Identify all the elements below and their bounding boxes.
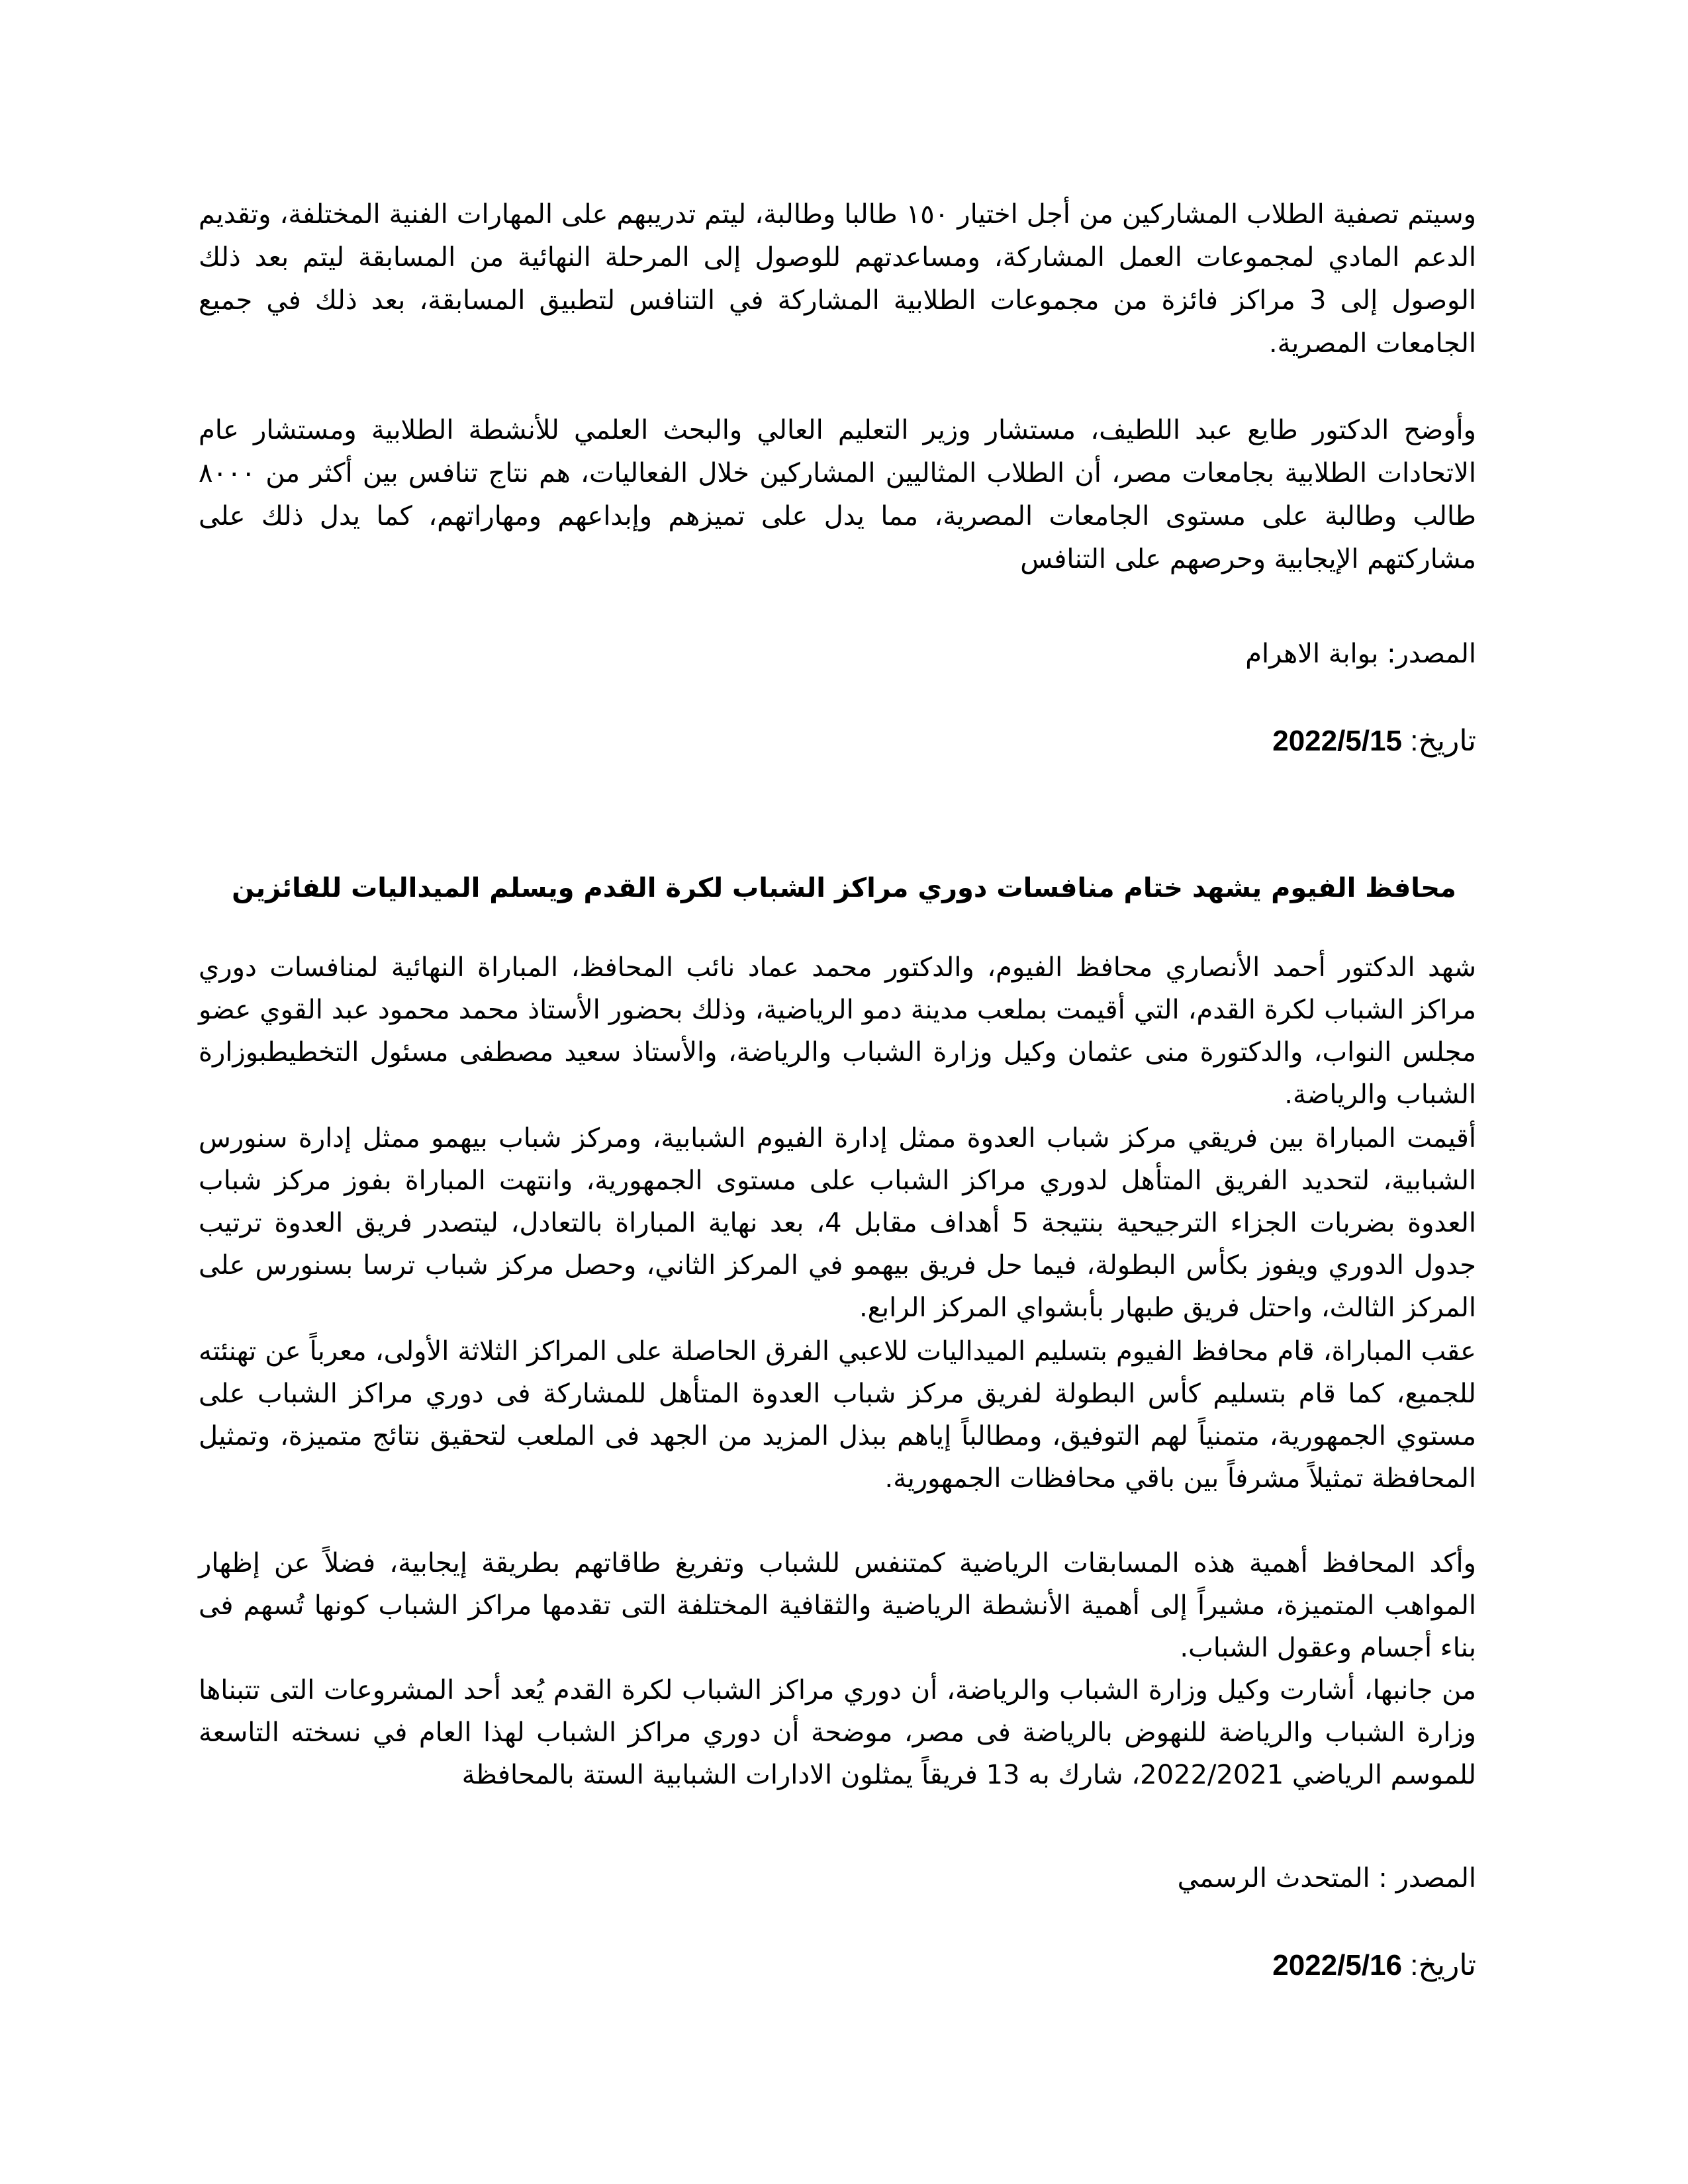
section2-paragraph3: عقب المباراة، قام محافظ الفيوم بتسليم الميداليات للاعبي الفرق الحاصلة على المراكز الثلاثة الأولى، معرباً عن تهنئته للجميع، كما قام بتسليم كأس البطولة لفريق مركز شباب العدوة المتأهل للمشاركة فى دوري مراكز الشباب على مستوي الجمهورية، متمنياً لهم التوفيق، ومطالباً إياهم ببذل المزيد من الجهد فى الملعب لتحقيق نتائج متميزة، وتمثيل المحافظة تمثيلاً مشرفاً بين باقي محافظات الجمهورية. [199, 1336, 1476, 1494]
section2-date [1272, 1946, 1476, 1985]
section2-date-label: تاريخ: [1410, 1949, 1476, 1981]
section1-source: المصدر: بوابة الاهرام [1245, 639, 1476, 669]
section1-date-value: 2022/5/15 [1272, 725, 1402, 757]
section2-paragraph2: أقيمت المباراة بين فريقي مركز شباب العدوة ممثل إدارة الفيوم الشبابية، ومركز شباب بيهمو ممثل إدارة سنورس الشبابية، لتحديد الفريق المتأهل لدوري مراكز الشباب على مستوى الجمهورية، وانتهت المباراة بفوز مركز شباب العدوة بضربات الجزاء الترجيحية بنتيجة 5 أهداف مقابل 4، بعد نهاية المباراة بالتعادل، ليتصدر فريق العدوة ترتيب جدول الدوري ويفوز بكأس البطولة، فيما حل فريق بيهمو في المركز الثاني، وحصل مركز شباب ترسا بسنورس على المركز الثالث، واحتل فريق طبهار بأبشواي المركز الرابع. [199, 1123, 1476, 1323]
section2-date-value: 2022/5/16 [1272, 1949, 1402, 1981]
section2-paragraph1: شهد الدكتور أحمد الأنصاري محافظ الفيوم، والدكتور محمد عماد نائب المحافظ، المباراة النهائية لمنافسات دوري مراكز الشباب لكرة القدم، التي أقيمت بملعب مدينة دمو الرياضية، وذلك بحضور الأستاذ محمد محمود عبد القوي عضو مجلس النواب، والدكتورة منى عثمان وكيل وزارة الشباب والرياضة، والأستاذ سعيد مصطفى مسئول التخطيطبوزارة الشباب والرياضة. [199, 952, 1476, 1110]
section1-paragraph2: وأوضح الدكتور طايع عبد اللطيف، مستشار وزير التعليم العالي والبحث العلمي للأنشطة الطلابية ومستشار عام الاتحادات الطلابية بجامعات مصر، أن الطلاب المثاليين المشاركين خلال الفعاليات، هم نتاج تنافس بين أكثر من ٨٠٠٠ طالب وطالبة على مستوى الجامعات المصرية، مما يدل على تميزهم وإبداعهم ومهاراتهم، كما يدل ذلك على مشاركتهم الإيجابية وحرصهم على التنافس [199, 415, 1476, 574]
article-headline: محافظ الفيوم يشهد ختام منافسات دوري مراكز الشباب لكرة القدم ويسلم الميداليات للفائزين [232, 873, 1456, 903]
section1-date [1272, 721, 1476, 761]
section2-paragraph5: من جانبها، أشارت وكيل وزارة الشباب والرياضة، أن دوري مراكز الشباب لكرة القدم يُعد أحد المشروعات التى تتبناها وزارة الشباب والرياضة للنهوض بالرياضة فى مصر، موضحة أن دوري مراكز الشباب لهذا العام في نسخته التاسعة للموسم الرياضي 2022/2021، شارك به 13 فريقاً يمثلون الادارات الشبابية الستة بالمحافظة [199, 1675, 1476, 1790]
section2-paragraph4: وأكد المحافظ أهمية هذه المسابقات الرياضية كمتنفس للشباب وتفريغ طاقاتهم بطريقة إيجابية، فضلاً عن إظهار المواهب المتميزة، مشيراً إلى أهمية الأنشطة الرياضية والثقافية المختلفة التى تقدمها مراكز الشباب كونها تُسهم فى بناء أجسام وعقول الشباب. [199, 1548, 1476, 1663]
section2-source: المصدر : المتحدث الرسمي [1177, 1863, 1476, 1893]
section1-paragraph1: وسيتم تصفية الطلاب المشاركين من أجل اختيار ١٥٠ طالبا وطالبة، ليتم تدريبهم على المهارات الفنية المختلفة، وتقديم الدعم المادي لمجموعات العمل المشاركة، ومساعدتهم للوصول إلى المرحلة النهائية من المسابقة ليتم بعد ذلك الوصول إلى 3 مراكز فائزة من مجموعات الطلابية المشاركة في التنافس لتطبيق المسابقة، بعد ذلك في جميع الجامعات المصرية. [199, 199, 1476, 359]
section1-date-label: تاريخ: [1410, 725, 1476, 757]
